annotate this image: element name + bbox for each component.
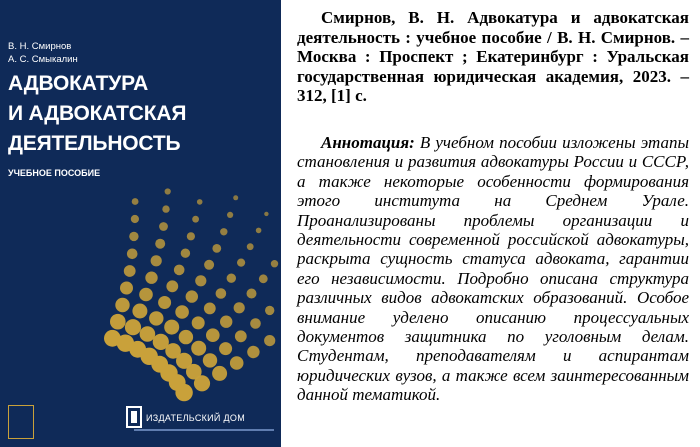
cover-dot <box>204 260 214 270</box>
cover-title-line: И АДВОКАТСКАЯ <box>8 102 187 125</box>
cover-dot <box>220 316 232 328</box>
cover-dot <box>264 212 268 216</box>
cover-dot <box>259 274 268 283</box>
cover-dot <box>166 280 178 292</box>
book-cover <box>0 0 281 447</box>
cover-dot <box>192 216 199 223</box>
cover-dot-pattern <box>0 0 281 447</box>
cover-dot <box>159 222 168 231</box>
cover-dot <box>139 288 153 302</box>
publisher-logo <box>126 404 276 438</box>
cover-dot <box>237 259 245 267</box>
cover-dot <box>204 303 216 315</box>
cover-dot <box>125 319 141 335</box>
cover-dot <box>127 249 138 260</box>
cover-dot <box>132 198 139 205</box>
cover-dot <box>220 228 227 235</box>
bibliographic-text <box>297 8 689 405</box>
cover-subtitle: УЧЕБНОЕ ПОСОБИЕ <box>8 168 101 178</box>
cover-title-line: ДЕЯТЕЛЬНОСТЬ <box>8 132 181 155</box>
cover-dot <box>206 328 220 342</box>
cover-dot <box>149 311 163 325</box>
cover-dot <box>187 232 195 240</box>
cover-dot <box>219 342 232 355</box>
cover-author: А. С. Смыкалин <box>8 54 78 65</box>
annotation-text: В учебном пособии изложены этапы становления и развития адвокатуры России и СССР, а также некоторые особенности формирования этого института на Среднем Урале. Проанализированы проблемы организации и деятельности современной российской адвокатуры, раскрыта сущность статуса адвоката, гарантии его независимости. Подробно описана структура различных видов адвокатских образований. Особое внимание уделено описанию процессуальных документов защитника по уголовным делам. Студентам, преподавателям и аспирантам юридических вузов, а также всем заинтересованным данной тематикой. <box>297 132 690 405</box>
publisher-underline <box>134 429 274 431</box>
cover-dot <box>129 232 138 241</box>
cover-dot <box>110 314 126 330</box>
cover-title-line: АДВОКАТУРА <box>8 72 149 95</box>
cover-dot <box>250 318 261 329</box>
publisher-name: ИЗДАТЕЛЬСКИЙ ДОМ <box>146 413 245 423</box>
cover-dot <box>151 255 162 266</box>
cover-dot <box>247 289 257 299</box>
cover-dot <box>194 375 210 391</box>
cover-dot <box>271 260 278 267</box>
cover-dot <box>197 199 203 205</box>
cover-dot <box>227 212 233 218</box>
cover-dot <box>235 330 247 342</box>
cover-dot <box>227 274 236 283</box>
cover-dot <box>120 282 133 295</box>
cover-dot <box>140 326 156 342</box>
cover-dot <box>175 384 192 401</box>
cover-dot <box>181 249 190 258</box>
cover-dot <box>230 356 244 370</box>
prospekt-logo-icon <box>8 405 34 439</box>
cover-dot <box>162 205 169 212</box>
cover-dot <box>247 243 254 250</box>
cover-dot <box>145 272 157 284</box>
annotation <box>297 133 689 405</box>
cover-dot <box>191 341 206 356</box>
cover-dot <box>164 320 179 335</box>
cover-dot <box>131 215 139 223</box>
cover-dot <box>212 244 221 253</box>
annotation-label: Аннотация: <box>321 132 415 152</box>
cover-dot <box>165 188 171 194</box>
cover-dot <box>186 290 198 302</box>
cover-dot <box>256 228 262 234</box>
cover-dot <box>179 330 193 344</box>
cover-dot <box>132 304 147 319</box>
citation: Смирнов, В. Н. Адвокатура и адвокатская деятельность : учебное пособие / В. Н. Смирнов. – Москва : Проспект ; Екатеринбург : Уральская государственная юридическая академия, 2023. – 312, [1] с. <box>297 8 689 106</box>
cover-dot <box>174 265 185 276</box>
cover-dot <box>233 195 238 200</box>
cover-dot <box>195 275 206 286</box>
cover-dot <box>247 346 259 358</box>
cover-dot <box>124 265 136 277</box>
cover-dot <box>264 335 275 346</box>
cover-dot <box>212 366 227 381</box>
cover-author: В. Н. Смирнов <box>8 41 72 52</box>
cover-dot <box>265 306 274 315</box>
cover-dot <box>175 305 189 319</box>
cover-dot <box>192 316 205 329</box>
cover-dot <box>155 239 165 249</box>
cover-dot <box>216 288 227 299</box>
cover-dot <box>234 302 245 313</box>
cover-dot <box>115 298 129 312</box>
cover-dot <box>203 353 217 367</box>
cover-dot <box>158 296 171 309</box>
